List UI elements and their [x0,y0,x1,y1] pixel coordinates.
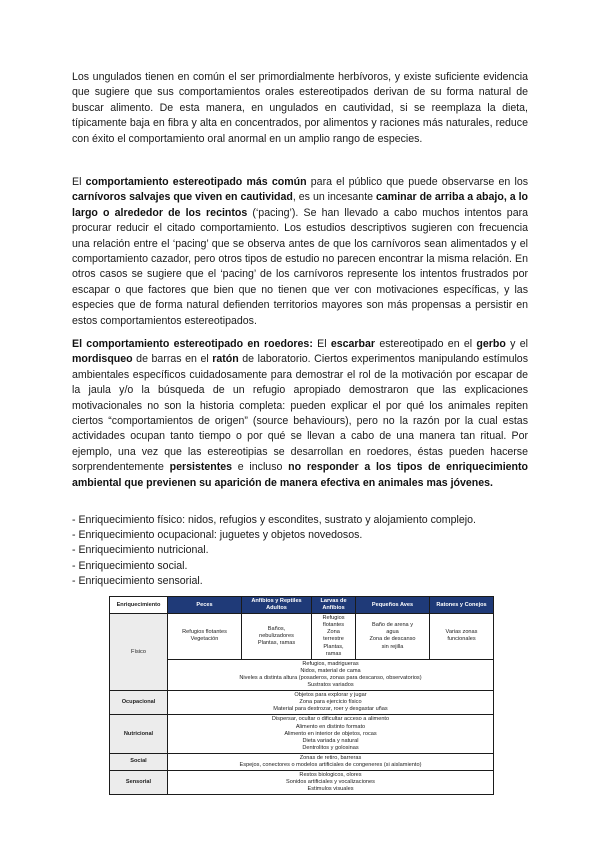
bold-run: carnívoros salvajes que viven en cautividad [72,191,293,204]
cell-fisico-shared [168,659,494,690]
cell-social [168,753,494,770]
row-label-social: Social [110,753,168,770]
bold-run: escarbar [330,338,376,350]
cell-line: Refugios, madrigueras [302,660,359,667]
cell-line: Refugios flotantes [182,629,227,636]
table-row [110,715,494,753]
cell-line: Objetos para explorar y jugar [294,692,367,699]
cell-line: nebulizadores [259,632,294,639]
cell-line: flotantes [322,622,345,629]
table-row [110,659,494,690]
cell-line: Zona [327,629,340,636]
cell-fisico-peces [168,614,242,660]
cell-fisico-larvas [312,614,356,660]
cell-sensorial [168,771,494,795]
row-label-sensorial: Sensorial [110,771,168,795]
row-label-nutricional: Nutricional [110,715,168,753]
bold-run: ratón [212,353,239,366]
cell-line: Nidos, material de cama [300,667,361,674]
table-row [110,691,494,715]
cell-line: Restos biologicos, olores [299,772,362,779]
header-anfibios-reptiles: Anfibios y Reptiles Adultos [242,597,312,614]
cell-line: Vegetación [190,636,219,643]
cell-line: sin rejilla [381,643,404,650]
table-row [110,614,494,660]
cell-fisico-ratones [430,614,494,660]
cell-nutricional [168,715,494,753]
cell-line: Baño de arena y [371,622,414,629]
text-run: El [312,338,331,350]
cell-fisico-anfibios [242,614,312,660]
cell-line: Material para destrozar, roer y desgastar uñas [273,706,388,713]
cell-line: Zonas de retiro, barreras [299,754,362,761]
cell-fisico-aves [356,614,430,660]
cell-line: agua [386,629,399,636]
header-ratones-conejos: Ratones y Conejos [430,597,494,614]
cell-line: Zona de descanso [369,636,416,643]
text-run: de laboratorio. Ciertos experimentos manipulando estímulos ambientales específicos cuidadosamente para demostrar el rol de la motivación por escapar de la jaula y/o la búsqueda de un refugio apropiado demostraron que las explicaciones motivacionales no son la historia completa: pueden explicar el por qué los animales repiten ciertos “comportamientos de origen” (source behaviours), pero no la razón por la cual estas actividades ocupan tanto tiempo o por qué se llevan a cabo de una manera tan ritual. Por ejemplo, una vez que las estereotipias se desarrollan en roedores, éstas pueden hacerse sorprendentemente [72,353,528,474]
cell-line: Plantas, [323,643,344,650]
table-header-row [110,597,494,614]
text-run: para el público que puede observarse en los [306,176,529,188]
cell-line: funcionales [447,636,476,643]
list-item: - Enriquecimiento nutricional. [72,544,209,557]
table-row [110,771,494,795]
bold-run: persistentes [169,461,233,474]
enrichment-list [72,513,528,589]
cell-line: Alimento en interior de objetos, rocas [284,730,377,737]
table-row [110,753,494,770]
cell-line: Estimulos visuales [307,786,354,793]
cell-line: Alimento en distinto formato [295,723,366,730]
paragraph-roedores [72,337,528,491]
bold-run: mordisqueo [72,353,133,366]
cell-line: Zona para ejercicio físico [299,699,362,706]
list-item: - Enriquecimiento sensorial. [72,574,203,587]
cell-line: Espejos, conectores o modelos artificiales de congeneres (si aislamiento) [239,761,422,768]
cell-line: Varias zonas [445,629,478,636]
text-run: e incluso [232,461,289,474]
header-aves: Pequeños Aves [356,597,430,614]
cell-line: Baños, [267,625,286,632]
bold-run: gerbo [476,338,506,350]
cell-line: Dieta variada y natural [302,737,359,744]
text-run: estereotipado en el [375,338,477,350]
text-run: de barras en el [132,353,213,366]
cell-line: terrestre [323,636,344,643]
enrichment-table [109,596,494,795]
cell-line: Sustratos variados [307,682,354,689]
cell-line: Niveles a distinta altura (posaderos, zonas para descanso, observatorios) [239,674,422,681]
cell-line: Plantas, ramas [257,640,296,647]
text-run: El [72,176,86,188]
bold-run: El comportamiento estereotipado en roedores: [72,338,313,350]
cell-line: Refugios [322,615,345,622]
bold-run: caminar de arriba a abajo, a lo largo o alrededor de los recintos [72,191,528,219]
list-item: - Enriquecimiento ocupacional: juguetes y objetos novedosos. [72,529,363,542]
header-larvas: Larvas de Anfibios [312,597,356,614]
row-label-ocupacional: Ocupacional [110,691,168,715]
bold-run: comportamiento estereotipado más común [85,176,307,188]
text-run: , es un incesante [292,191,376,204]
cell-line: ramas [325,650,342,657]
cell-line: Dentrolitos y golosinas [302,744,359,751]
list-item: - Enriquecimiento físico: nidos, refugios y escondites, sustrato y alojamiento complejo. [72,514,476,526]
header-peces: Peces [168,597,242,614]
paragraph-ungulados: Los ungulados tienen en común el ser primordialmente herbívoros, y existe suficiente evidencia que sugiere que sus comportamientos orales estereotipados derivan de su forma natural de buscar alimento. De esta manera, en ungulados en cautividad, si se reemplaza la dieta, típicamente baja en fibra y alta en concentrados, por alimentos y raciones más naturales, reduce con éxito el comportamiento oral anormal en un amplio rango de especies. [72,71,528,145]
cell-line: Dispersar, ocultar o dificultar acceso a alimento [271,716,390,723]
row-label-fisico: Físico [110,614,168,691]
bold-run: no responder a los tipos de enriquecimiento ambiental que previenen su aparición de manera efectiva en animales mas jóvenes. [72,461,528,489]
text-run: (‘pacing’). Se han llevado a cabo muchos intentos para procurar reducir el citado comportamiento. Los estudios descriptivos sugieren con frecuencia una relación entre el ‘pacing’ que se observa antes de que los carnívoros sean alimentados y el comportamiento cazador, pero otros tipos de estudio no parecen encontrar la misma relación. En otros casos se sugiere que el ‘pacing’ de los carnívoros represente los intentos frustrados por escapar o que factores que bien que no tienen que ver con motivaciones específicas, y las especies que de forma natural defienden territorios mayores son más propensas a persistir en estos comportamientos estereotipados. [72,206,529,327]
paragraph-carnivoros [72,175,528,329]
header-enriquecimiento: Enriquecimiento [110,597,168,614]
cell-line: Sonidos artificiales y vocalizaciones [286,779,375,786]
cell-ocupacional [168,691,494,715]
text-run: y el [505,338,528,350]
list-item: - Enriquecimiento social. [72,559,188,572]
